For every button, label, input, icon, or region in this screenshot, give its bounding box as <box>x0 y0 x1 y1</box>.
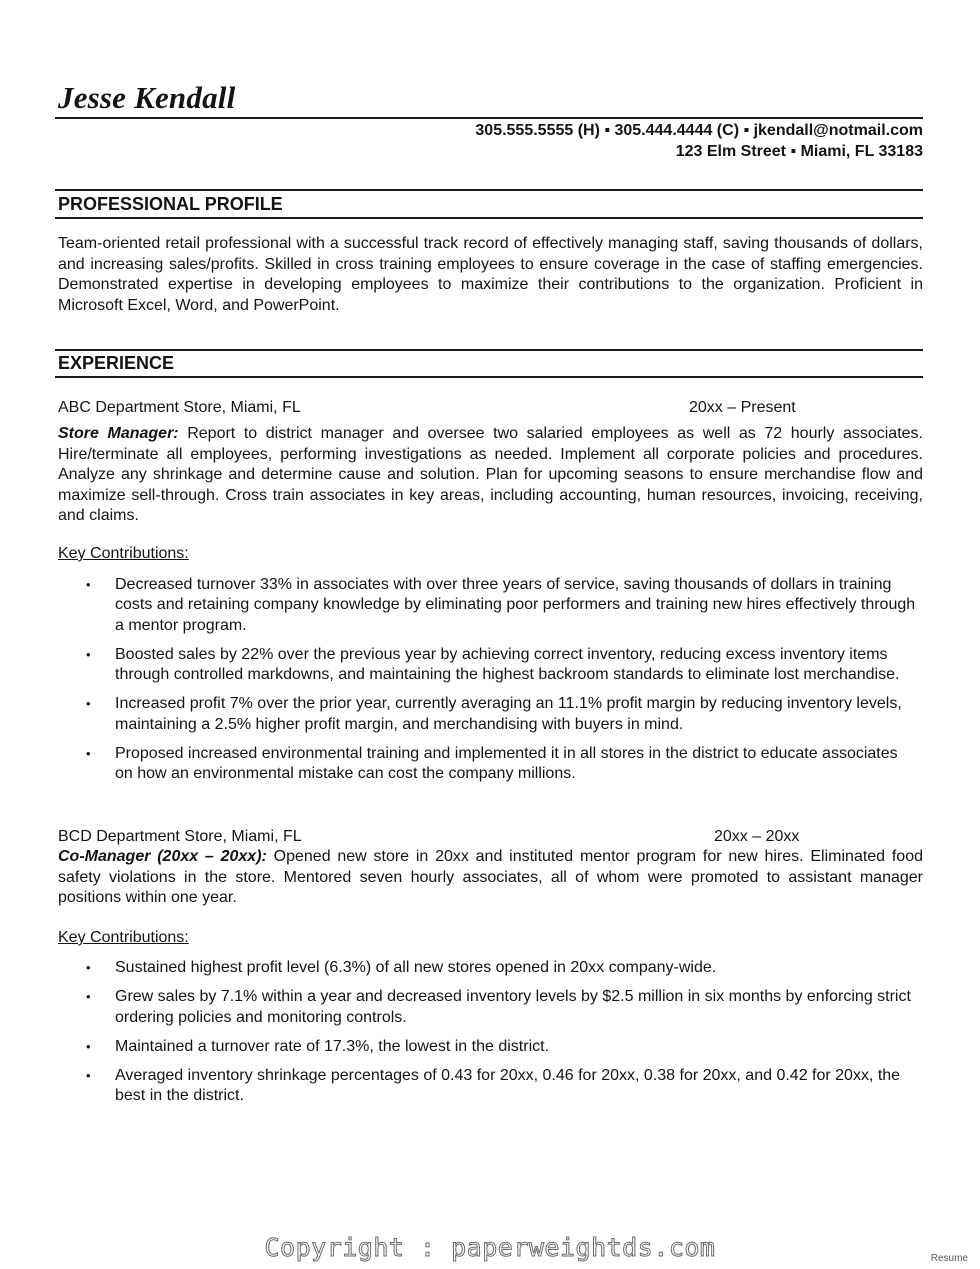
list-item: • Sustained highest profit level (6.3%) of all new stores opened in 20xx company-wide. <box>58 958 918 978</box>
list-item: • Grew sales by 7.1% within a year and decreased inventory levels by $2.5 million in six months by enforcing strict ordering policies and monitoring controls. <box>86 988 911 1026</box>
job-company: ABC Department Store, Miami, FL <box>58 399 301 416</box>
job-description-text: Opened new store in 20xx and instituted mentor program for new hires. Eliminated food safety violations in the store. Mentored seven hourly associates, all of whom were promoted to assistant manager positions within one year. <box>58 848 924 906</box>
contributions-list-abc <box>58 575 918 785</box>
contributions-list-bcd <box>58 958 918 1107</box>
experience-top-rule <box>55 349 923 351</box>
bullet-icon: • <box>86 1068 91 1084</box>
job-role: Co-Manager (20xx – 20xx): <box>58 848 267 865</box>
job-role: Store Manager: <box>58 425 179 442</box>
profile-section-title: PROFESSIONAL PROFILE <box>58 194 283 214</box>
bullet-icon: • <box>86 746 91 762</box>
list-item: • Averaged inventory shrinkage percentages of 0.43 for 20xx, 0.46 for 20xx, 0.38 for 20xx, and 0.42 for 20xx, the best in the district. <box>86 1067 901 1105</box>
bullet-icon: • <box>86 989 91 1005</box>
experience-bottom-rule <box>55 376 923 378</box>
list-item: • Boosted sales by 22% over the previous year by achieving correct inventory, reducing excess inventory items through controlled markdowns, and maintaining the highest backroom standards to eliminate lost merchandise. <box>86 645 900 684</box>
job-description-abc <box>58 424 923 527</box>
contact-address: 123 Elm Street ▪ Miami, FL 33183 <box>675 143 923 160</box>
bullet-icon: • <box>86 1038 91 1054</box>
job-description-text: Report to district manager and oversee two salaried employees as well as 72 hourly associates. Hire/terminate all employees, performing investigations as needed. Implement all corporate policies and procedures. Analyze any shrinkage and determine cause and solution. Plan for upcoming seasons to ensure merchandise flow and maximize sell-through. Cross train associates in key areas, including accounting, human resources, invoicing, receiving, and claims. <box>58 425 923 524</box>
list-item: • Increased profit 7% over the prior year, currently averaging an 11.1% profit margin by reducing inventory levels, maintaining a 2.5% higher profit margin, and merchandising with buyers in mind. <box>86 695 902 733</box>
profile-bottom-rule <box>55 217 923 219</box>
experience-section-title: EXPERIENCE <box>58 353 175 373</box>
job-company: BCD Department Store, Miami, FL <box>58 828 302 845</box>
candidate-name: Jesse Kendall <box>58 80 236 115</box>
header-divider <box>55 117 923 119</box>
list-item: • Decreased turnover 33% in associates with over three years of service, saving thousands of dollars in training costs and retaining company knowledge by eliminating poor performers and training new hires effectively through a mentor program. <box>86 576 916 634</box>
contact-phones-email: 305.555.5555 (H) ▪ 305.444.4444 (C) ▪ jkendall@notmail.com <box>475 122 923 139</box>
bullet-icon: • <box>86 696 91 712</box>
profile-top-rule <box>55 189 923 191</box>
job-dates: 20xx – Present <box>689 399 796 416</box>
key-contributions-label-bcd: Key Contributions: <box>58 929 189 946</box>
key-contributions-label-abc: Key Contributions: <box>58 545 189 562</box>
contact-block <box>475 120 923 162</box>
list-item: • Maintained a turnover rate of 17.3%, the lowest in the district. <box>58 1037 918 1057</box>
list-item: • Proposed increased environmental training and implemented it in all stores in the district to educate associates on how an environmental mistake can cost the company millions. <box>86 745 898 783</box>
bullet-icon: • <box>86 960 91 975</box>
footer-label: Resume <box>930 1253 968 1264</box>
copyright-watermark: Copyright : paperweightds.com <box>264 1233 716 1262</box>
job-description-bcd <box>58 847 923 909</box>
bullet-icon: • <box>86 577 91 592</box>
profile-summary: Team-oriented retail professional with a successful track record of effectively managing staff, saving thousands of dollars, and increasing sales/profits. Skilled in cross training employees to ensure coverage in the case of staffing emergencies. Demonstrated expertise in developing employees to maximize their contributions to the organization. Proficient in Microsoft Excel, Word, and PowerPoint. <box>58 235 923 314</box>
bullet-icon: • <box>86 646 91 662</box>
job-dates: 20xx – 20xx <box>714 828 800 845</box>
